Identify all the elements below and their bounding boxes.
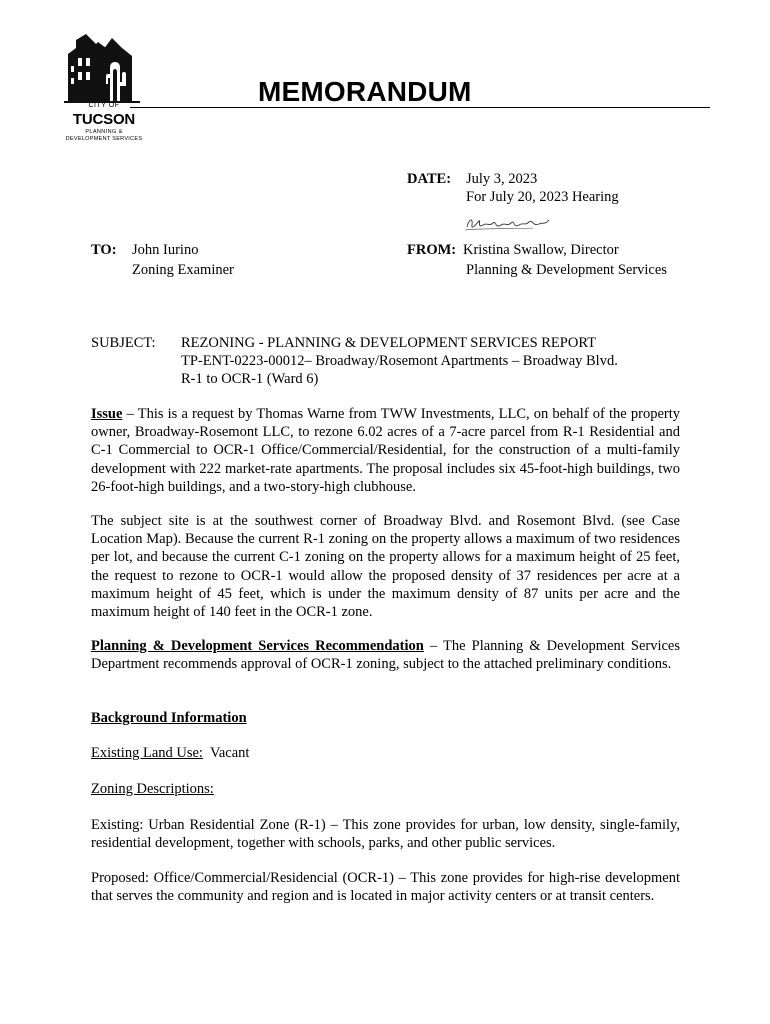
site-paragraph: The subject site is at the southwest corner of Broadway Blvd. and Rosemont Blvd. (see Case Location Map). Because the current R-1 zoning on the property allows a maximum of two residences per lot, and because the current C-1 zoning on the property allows for a maximum height of 25 feet, the request to rezone to OCR-1 would allow the proposed density of 37 residences per acre at a maximum height of 45 feet, which is under the maximum density of 87 units per acre and the maximum height of 140 feet in the OCR-1 zone. — [91, 513, 680, 621]
director-signature — [463, 213, 553, 240]
date-label: DATE: — [407, 171, 452, 187]
issue-heading: Issue — [91, 406, 123, 422]
subject-line3: R-1 to OCR-1 (Ward 6) — [181, 371, 319, 387]
to-label: TO: — [91, 242, 117, 258]
to-name: John Iurino — [132, 242, 199, 258]
land-use-value: Vacant — [202, 745, 250, 761]
existing-zoning-paragraph: Existing: Urban Residential Zone (R-1) – This zone provides for urban, low density, single-family, residential development, together with schools, parks, and other public services. — [91, 817, 680, 852]
logo-tucson: TUCSON — [72, 111, 136, 128]
issue-text: – This is a request by Thomas Warne from TWW Investments, LLC, on behalf of the property owner, Broadway-Rosemont LLC, to rezone 6.02 acres of a 7-acre parcel from R-1 Residential and C-1 Commercial to OCR-1 Office/Commercial/Residential, for the construction of a multi-family development with 222 market-rate apartments. The proposal includes six 45-foot-high buildings, two 26-foot-high buildings, and a two-story-high clubhouse. — [91, 406, 680, 495]
logo-dept-line1: PLANNING & — [85, 129, 123, 135]
land-use-line — [91, 743, 249, 763]
issue-paragraph — [91, 405, 680, 496]
zoning-descriptions-heading: Zoning Descriptions: — [91, 781, 214, 797]
from-title: Planning & Development Services — [466, 262, 667, 278]
proposed-zoning-paragraph: Proposed: Office/Commercial/Residencial (OCR-1) – This zone provides for high-rise development that serves the community and region and is located in major activity centers or at transit centers. — [91, 870, 680, 905]
to-title: Zoning Examiner — [132, 262, 234, 278]
recommendation-text: – The Planning & Development Services Department recommends approval of OCR-1 zoning, subject to the attached preliminary conditions. — [91, 638, 680, 673]
logo-city-of: CITY OF — [88, 102, 120, 109]
hearing-date: For July 20, 2023 Hearing — [466, 189, 619, 205]
recommendation-paragraph — [91, 637, 680, 673]
title-rule — [130, 107, 710, 108]
signature-icon — [463, 213, 553, 235]
subject-label: SUBJECT: — [91, 335, 156, 351]
date-value: July 3, 2023 — [466, 171, 538, 187]
tucson-skyline-icon — [62, 32, 146, 104]
subject-line2: TP-ENT-0223-00012– Broadway/Rosemont Apartments – Broadway Blvd. — [181, 353, 618, 369]
from-label: FROM: — [407, 242, 457, 258]
recommendation-heading: Planning & Development Services Recommendation — [91, 638, 424, 654]
memo-title: MEMORANDUM — [258, 76, 472, 107]
from-name: Kristina Swallow, Director — [463, 242, 619, 258]
logo-dept-line2: DEVELOPMENT SERVICES — [65, 136, 143, 142]
background-heading: Background Information — [91, 710, 247, 726]
land-use-label: Existing Land Use: — [91, 745, 203, 761]
city-of-tucson-logo — [62, 32, 146, 144]
subject-line1: REZONING - PLANNING & DEVELOPMENT SERVICES REPORT — [181, 335, 596, 351]
